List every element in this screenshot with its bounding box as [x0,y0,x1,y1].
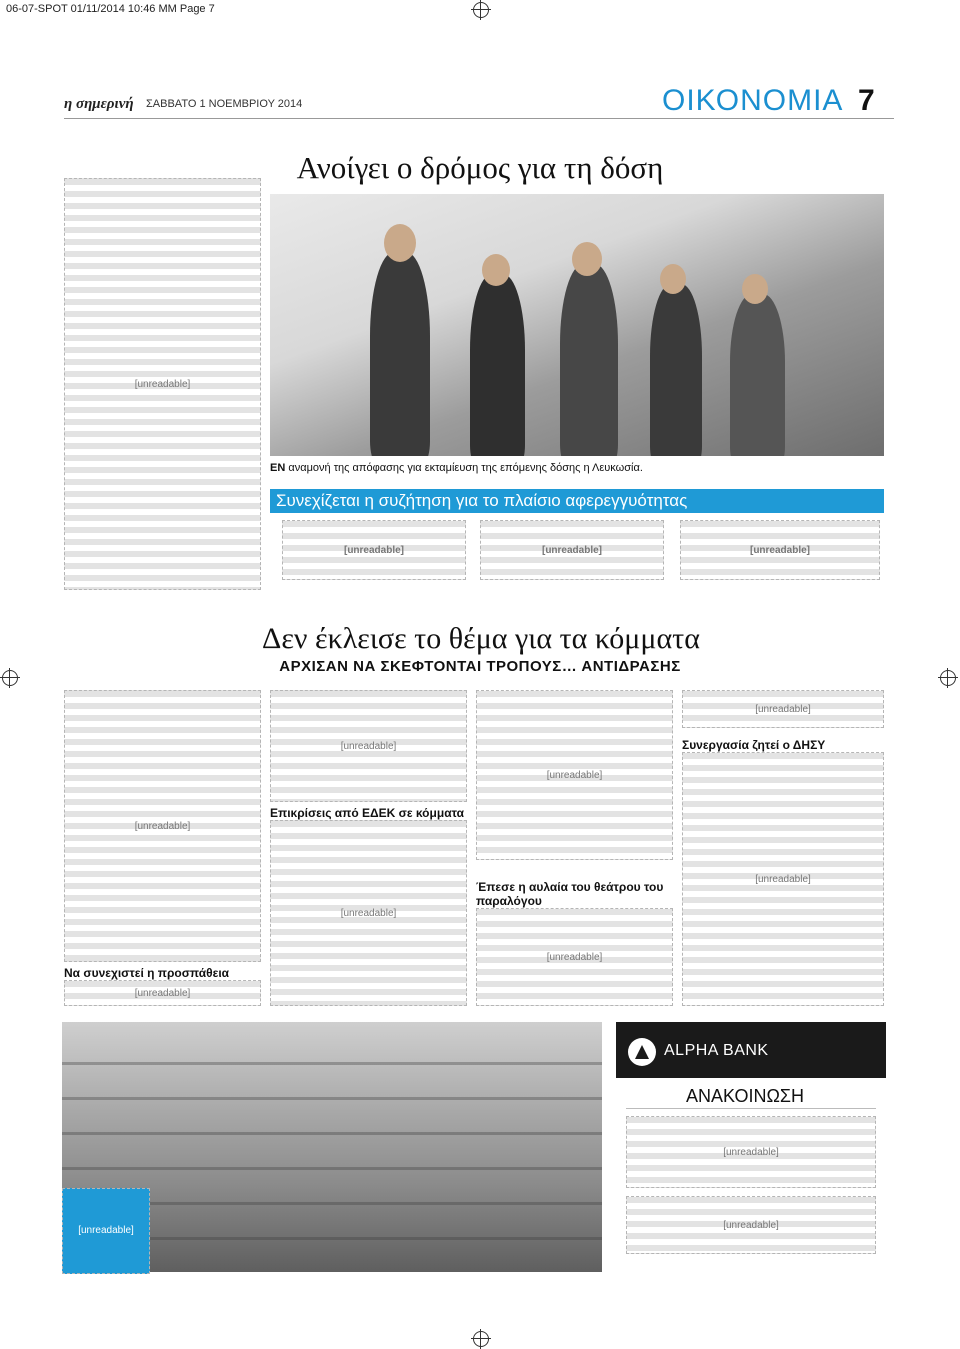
body-text-col4-top: [unreadable] [682,690,884,728]
headline-story1: Ανοίγει ο δρόμος για τη δόση [296,150,664,185]
photo-officials-walking [270,194,884,456]
registration-mark-icon [2,670,18,686]
body-text-col1-end: [unreadable] [64,980,261,1006]
ad-paragraph-2: [unreadable] [626,1196,876,1254]
photo-caption-story2: [unreadable] [62,1188,150,1274]
photo-caption-story1 [270,462,884,474]
body-text-col1: [unreadable] [64,690,261,962]
col3-subhead: Έπεσε η αυλαία του θεάτρου του παραλόγου [476,880,664,908]
printer-slug: 06-07-SPOT 01/11/2014 10:46 MM Page 7 [6,3,215,15]
registration-mark-icon [473,2,489,18]
body-text-col3-top: [unreadable] [476,690,673,860]
col2-subhead: Επικρίσεις από ΕΔΕΚ σε κόμματα [270,806,464,820]
lead-text-col3: [unreadable] [680,520,880,580]
section-title: ΟΙΚΟΝΟΜΙΑ [662,84,844,117]
registration-mark-icon [940,670,956,686]
page-number: 7 [858,84,875,117]
col1-subhead: Να συνεχιστεί η προσπάθεια [64,966,230,980]
photo-caption-lead: ΕΝ [270,462,286,474]
photo-caption-text: αναμονή της απόφασης για εκταμίευση της επόμενης δόσης η Λευκωσία. [288,462,643,474]
subhead-story2: ΑΡΧΙΣΑΝ ΝΑ ΣΚΕΦΤΟΝΤΑΙ ΤΡΟΠΟΥΣ… ΑΝΤΙΔΡΑΣΗΣ [279,658,681,675]
date-line: ΣΑΒΒΑΤΟ 1 ΝΟΕΜΒΡΙΟΥ 2014 [146,98,303,110]
headline-story2: Δεν έκλεισε το θέμα για τα κόμματα [262,622,700,655]
header-rule [64,118,894,119]
banner-insolvency-framework: Συνεχίζεται η συζήτηση για το πλαίσιο αφερεγγυότητας [270,489,884,513]
registration-mark-icon [473,1331,489,1347]
paper-name: η σημερινή [64,96,134,112]
body-text-col2-top: [unreadable] [270,690,467,802]
body-text-col3-bottom: [unreadable] [476,908,673,1006]
col4-subhead: Συνεργασία ζητεί ο ΔΗΣΥ [682,738,826,752]
body-text-story1-left: [unreadable] [64,178,261,590]
body-text-col4-bottom: [unreadable] [682,752,884,1006]
ad-title: ΑΝΑΚΟΙΝΩΣΗ [686,1086,805,1106]
ad-paragraph-1: [unreadable] [626,1116,876,1188]
ad-brand: ALPHA BANK [664,1042,769,1059]
body-text-col2-bottom: [unreadable] [270,820,467,1006]
lead-text-col1: [unreadable] [282,520,466,580]
ad-divider [626,1108,876,1109]
lead-text-col2: [unreadable] [480,520,664,580]
